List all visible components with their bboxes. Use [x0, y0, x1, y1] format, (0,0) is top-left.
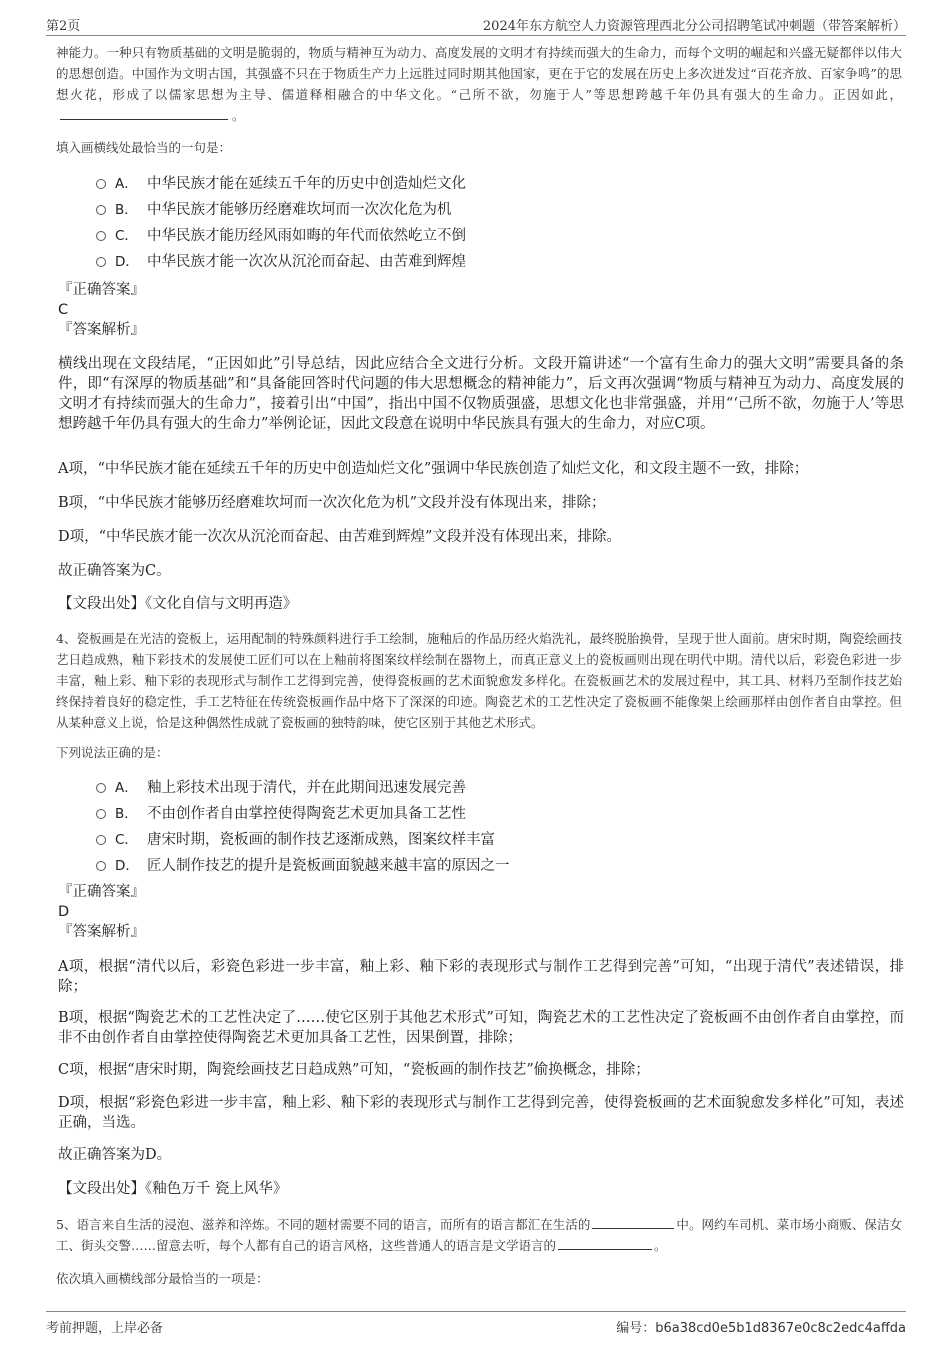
- q4-answer-block: [58, 882, 904, 942]
- q4-conclusion: 故正确答案为D。: [58, 1147, 172, 1163]
- q4-prompt: 下列说法正确的是：: [56, 745, 169, 760]
- q3-prompt: 填入画横线处最恰当的一句是：: [56, 140, 232, 155]
- q3-passage: 神能力。一种只有物质基础的文明是脆弱的，物质与精神互为动力、高度发展的文明才有持续而强大的生命力，而每个文明的崛起和兴盛无疑都伴以伟大的思想创造。中国作为文明古国，其强盛不只在于物质生产力上远胜过同时期其他国家，更在于它的发展在历史上多次迸发过“百花齐放、百家争鸣”的思想火花，形成了以儒家思想为主导、儒道释相融合的中华文化。“己所不欲，勿施于人”等思想跨越千年仍具有强大的生命力。正因如此，。: [56, 45, 902, 123]
- q5-prompt: 依次填入画横线部分最恰当的一项是：: [56, 1271, 269, 1286]
- radio-icon[interactable]: [96, 783, 106, 793]
- q4-option-a[interactable]: A． 釉上彩技术出现于清代，并在此期间迅速发展完善: [96, 778, 466, 798]
- q5-fill-blank-1: [592, 1216, 674, 1229]
- q4-passage: 4、瓷板画是在光洁的瓷板上，运用配制的特殊颜料进行手工绘制，施釉后的作品历经火焰洗礼，最终脱胎换骨，呈现于世人面前。唐宋时期，陶瓷绘画技艺日趋成熟，釉下彩技术的发展使工匠们可以在上釉前将图案纹样绘制在器物上，而真正意义上的瓷板画则出现在明代中期。清代以后，彩瓷色彩进一步丰富，釉上彩、釉下彩的表现形式与制作工艺得到完善，使得瓷板画的艺术面貌愈发多样化。在瓷板画艺术的发展过程中，其工具、材料乃至制作技艺始终保持着良好的稳定性，手工艺特征在传统瓷板画作品中烙下了深深的印迹。陶瓷艺术的工艺性决定了瓷板画不能像架上绘画那样由创作者自由掌控。但从某种意义上说，恰是这种偶然性成就了瓷板画的独特韵味，使它区别于其他艺术形式。: [56, 631, 902, 730]
- q3-option-d[interactable]: D． 中华民族才能一次次从沉沦而奋起、由苦难到辉煌: [96, 252, 466, 272]
- q4-option-d[interactable]: D． 匠人制作技艺的提升是瓷板画面貌越来越丰富的原因之一: [96, 856, 510, 876]
- q3-option-b[interactable]: B． 中华民族才能够历经磨难坎坷而一次次化危为机: [96, 200, 452, 220]
- answer-label: 『正确答案』: [58, 282, 145, 298]
- q3-analysis-main: 横线出现在文段结尾，“正因如此”引导总结，因此应结合全文进行分析。文段开篇讲述“一个富有生命力的强大文明”需要具备的条件，即“有深厚的物质基础”和“具备能回答时代问题的伟大思想概念的精神能力”，后文再次强调“物质与精神互为动力、高度发展的文明才有持续而强大的生命力”，接着引出“中国”，指出中国不仅物质强盛，思想文化也非常强盛，并用“‘己所不欲，勿施于人’等思想跨越千年仍具有强大的生命力”举例论证，因此文段意在说明中华民族具有强大的生命力，对应C项。: [58, 356, 904, 432]
- q3-fill-blank: [60, 107, 228, 120]
- radio-icon[interactable]: [96, 809, 106, 819]
- q4-analysis-a: A项，根据“清代以后，彩瓷色彩进一步丰富，釉上彩、釉下彩的表现形式与制作工艺得到完善”可知，“出现于清代”表述错误，排除；: [58, 959, 904, 995]
- page-footer: [46, 1311, 906, 1336]
- answer-value: D: [58, 904, 70, 920]
- page-number: 第2页: [46, 19, 81, 34]
- radio-icon[interactable]: [96, 861, 106, 871]
- q4-option-b[interactable]: B． 不由创作者自由掌控使得陶瓷艺术更加具备工艺性: [96, 804, 466, 824]
- document-title: 2024年东方航空人力资源管理西北分公司招聘笔试冲刺题（带答案解析）: [482, 19, 906, 34]
- q3-option-a[interactable]: A． 中华民族才能在延续五千年的历史中创造灿烂文化: [96, 174, 466, 194]
- q4-analysis-c: C项，根据“唐宋时期，陶瓷绘画技艺日趋成熟”可知，“瓷板画的制作技艺”偷换概念，排除；: [58, 1062, 650, 1078]
- document-code: 编号：b6a38cd0e5b1d8367e0c8c2edc4affda: [616, 1321, 906, 1336]
- q3-source: 【文段出处】《文化自信与文明再造》: [58, 596, 298, 612]
- q4-analysis-b: B项，根据“陶瓷艺术的工艺性决定了……使它区别于其他艺术形式”可知，陶瓷艺术的工艺性决定了瓷板画不由创作者自由掌控，而非不由创作者自由掌控使得陶瓷艺术更加具备工艺性，因果倒置，排除；: [58, 1010, 904, 1046]
- answer-value: C: [58, 302, 69, 318]
- q3-analysis-a: A项，“中华民族才能在延续五千年的历史中创造灿烂文化”强调中华民族创造了灿烂文化，和文段主题不一致，排除；: [58, 461, 809, 477]
- analysis-label: 『答案解析』: [58, 322, 145, 338]
- q3-passage-text: 神能力。一种只有物质基础的文明是脆弱的，物质与精神互为动力、高度发展的文明才有持续而强大的生命力，而每个文明的崛起和兴盛无疑都伴以伟大的思想创造。中国作为文明古国，其强盛不只在于物质生产力上远胜过同时期其他国家，更在于它的发展在历史上多次迸发过“百花齐放、百家争鸣”的思想火花，形成了以儒家思想为主导、儒道释相融合的中华文化。“己所不欲，勿施于人”等思想跨越千年仍具有强大的生命力。正因如此，: [56, 45, 902, 102]
- answer-label: 『正确答案』: [58, 884, 145, 900]
- q4-source: 【文段出处】《釉色万千 瓷上风华》: [58, 1181, 288, 1197]
- radio-icon[interactable]: [96, 835, 106, 845]
- radio-icon[interactable]: [96, 205, 106, 215]
- q3-conclusion: 故正确答案为C。: [58, 563, 171, 579]
- q3-analysis-d: D项，“中华民族才能一次次从沉沦而奋起、由苦难到辉煌”文段并没有体现出来，排除。: [58, 529, 621, 545]
- q3-option-c[interactable]: C． 中华民族才能历经风雨如晦的年代而依然屹立不倒: [96, 226, 466, 246]
- radio-icon[interactable]: [96, 231, 106, 241]
- footer-slogan: 考前押题，上岸必备: [46, 1321, 164, 1336]
- q5-passage: 5、语言来自生活的浸泡、滋养和淬炼。不同的题材需要不同的语言，而所有的语言都汇在生活的 中。网约车司机、菜市场小商贩、保洁女工、街头交警……留意去听，每个人都有自己的语言风格，这些普通人的语言是文学语言的 。: [56, 1217, 902, 1253]
- q3-answer-block: [58, 280, 904, 340]
- radio-icon[interactable]: [96, 179, 106, 189]
- q4-option-c[interactable]: C． 唐宋时期，瓷板画的制作技艺逐渐成熟，图案纹样丰富: [96, 830, 495, 850]
- analysis-label: 『答案解析』: [58, 924, 145, 940]
- q5-fill-blank-2: [558, 1237, 652, 1250]
- q3-analysis-b: B项，“中华民族才能够历经磨难坎坷而一次次化危为机”文段并没有体现出来，排除；: [58, 495, 606, 511]
- q4-analysis-d: D项，根据“彩瓷色彩进一步丰富，釉上彩、釉下彩的表现形式与制作工艺得到完善，使得瓷板画的艺术面貌愈发多样化”可知，表述正确，当选。: [58, 1095, 904, 1131]
- radio-icon[interactable]: [96, 257, 106, 267]
- page-header: [46, 13, 906, 36]
